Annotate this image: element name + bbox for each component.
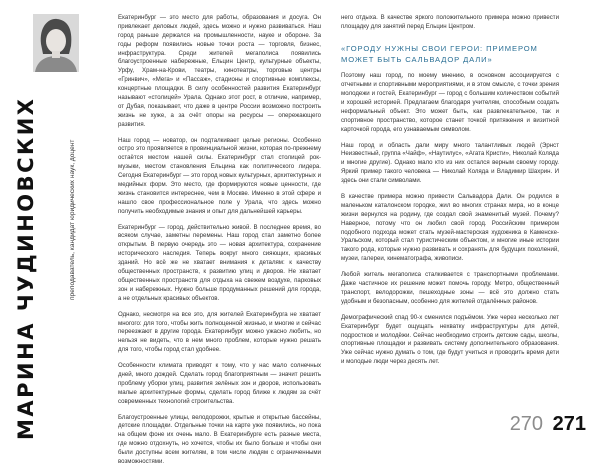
paragraph: В качестве примера можно привести Сальвадора Дали. Он родился в маленьком каталонском городке, жил во многих странах мира, но в конце жизни вернулся на родину, где создал свой знаменитый музей. Почему? Наверное, потому что он любил свой город. Российским примером подобного подхода может стать музей-мастерская художника в Каменске-Уральском, который стал туристическим объектом, и многие иные истории такого рода, которые нужно развивать и сохранять для будущих поколений, музеи, галереи, кинематографа, живописи. bbox=[341, 193, 559, 263]
paragraph: Поэтому наш город, по моему мнению, в основном ассоциируется с отчетными и спортивными мероприятиями, и в этом смысле, с точки зрения молодежи и гостей, Екатеринбург — город с большим количеством событий и хорошей историей. Предлагаем благодаря учителям, способным создать неформальный объект. Это может быть, как развлекательное, так и спортивное пространство, которое станет точкой притяжения и визитной карточкой города, его узнаваемым символом. bbox=[341, 72, 559, 133]
pull-quote: «ГОРОДУ НУЖНЫ СВОИ ГЕРОИ: ПРИМЕРОМ МОЖЕТ БЫТЬ САЛЬВАДОР ДАЛИ» bbox=[341, 43, 538, 64]
portrait-image bbox=[33, 14, 79, 72]
author-role: преподаватель, кандидат юридических наук, доцент bbox=[69, 139, 76, 300]
paragraph: Особенности климата приводят к тому, что у нас мало солнечных дней, много дождей. Сделать город благоприятным — значит решить проблему уборки улиц, развития зелёных зон и дворов, использовать малые архитектурные формы, сделать город ближе к людям за счёт современных технологий строительства. bbox=[118, 362, 321, 405]
paragraph: Однако, несмотря на все это, для жителей Екатеринбурга не хватает многого: для того, чтобы жить полноценной жизнью, и многие и сейчас переезжают в другие города. Екатеринбург можно ужасно любить, но нельзя не видеть, что в нем много проблем, которые нужно решать для того, чтобы город стал удобнее. bbox=[118, 310, 321, 354]
paragraph: Наш город и область дали миру много талантливых людей (Эрнст Неизвестный, группа «Чайф», «Наутилус», «Агата Кристи», Николай Коляда и многие другие). Однако мало кто из них остался верным своему городу. Яркий пример такого человека — Николай Коляда и Владимир Шахрин. И здесь они стали символами. bbox=[341, 141, 559, 185]
paragraph: него отдыха. В качестве яркого положительного примера можно привести площадку для занятий перед Ельцин Центром. bbox=[341, 14, 559, 30]
author-photo bbox=[33, 14, 79, 72]
page-number-right: 271 bbox=[552, 413, 586, 435]
page-number-left: 270 bbox=[509, 413, 544, 435]
paragraph: Екатеринбург — это место для работы, образования и досуга. Он привлекает деловых людей, здесь можно и нужно развиваться. Наш город раньше держался на промышленности, науке и обороне. За годы реформ появились новые точки роста — торговля, бизнес, инфраструктура. Среди жителей мегаполиса появились благоустроенные набережные, Ельцин Центр, культурные объекты, Урфу, Храм-на-Крови, театры, кинотеатры, торговые центры «Гринвич», «Мега» и «Пассаж», стадионы и спортивные комплексы, концертные площадки. В силу особенностей развития Екатеринбург называют «столицей» Урала. Однако этот рост, в отличие, например, от Дубая, показывает, что даже в центре России возможно построить жизнь не хуже, а за счёт опоры на ресурсы — опережающего развития. bbox=[118, 14, 321, 128]
paragraph: Екатеринбург — город, действительно живой. В последнее время, во всяком случае, заметны перемены. Наш город стал заметно более открытым. В первую очередь это — новая архитектура, сохранение исторического наследия. Теперь вокруг много сияющих, красивых зданий. Но всё же не хватает внимания к деталям: к качеству общественных пространств, к развитию улиц и дворов. Не хватает общественных пространств для отдыха на свежем воздухе, парковых зон и набережных. Нужно больше продуманных решений для города, а не отдельных красивых объектов. bbox=[118, 223, 321, 302]
article-column-right bbox=[341, 14, 559, 402]
page-numbers bbox=[510, 414, 586, 434]
paragraph: Наш город — новатор, он подталкивает целые регионы. Особенно остро это проявляется в провинциальной жизни, которая по-прежнему остаётся местом нашей силы. Екатеринбург стал столицей рок-музыки, местом становления Ельцина как политического лидера. Сегодня Екатеринбург — это город новых культурных, архитектурных и медийных форм. Это место, где формируются новые ценности, где жизнь становится интереснее, чем в Москве. Именно в этой сфере и нашло свое профессиональное поле у Урала, что здесь можно получить необходимые знания и опыт для дальнейшей карьеры. bbox=[118, 136, 321, 215]
paragraph: Любой житель мегаполиса сталкивается с транспортными проблемами. Даже частичное их решение может помочь городу. Метро, общественный транспорт, велодорожки, пешеходные зоны — всё это должно стать удобным и безопасным, особенно для жителей отдалённых районов. bbox=[341, 271, 559, 305]
paragraph: Благоустроенные улицы, велодорожки, крытые и открытые бассейны, детские площадки. Отдельные точки на карте уже появились, но пока на общем фоне их очень мало. В Екатеринбурге есть разные места, где можно отдохнуть, но хочется, чтобы их было больше и чтобы они были доступны всем жителям, в том числе людям с ограниченными возможностями. bbox=[118, 413, 321, 465]
author-name: МАРИНА ЧУДИНОВСКИХ bbox=[14, 96, 38, 440]
paragraph: Демографический спад 90-х сменился подъёмом. Уже через несколько лет Екатеринбург будет ощущать нехватку инфраструктуры для детей, подростков и молодёжи. Сейчас необходимо строить детские сады, школы, спортивные площадки и развивать систему дополнительного образования. Уже сейчас нужно думать о том, где будут учиться и проводить время дети и молодые люди через десять лет. bbox=[341, 313, 559, 366]
article-column-left bbox=[118, 14, 321, 465]
